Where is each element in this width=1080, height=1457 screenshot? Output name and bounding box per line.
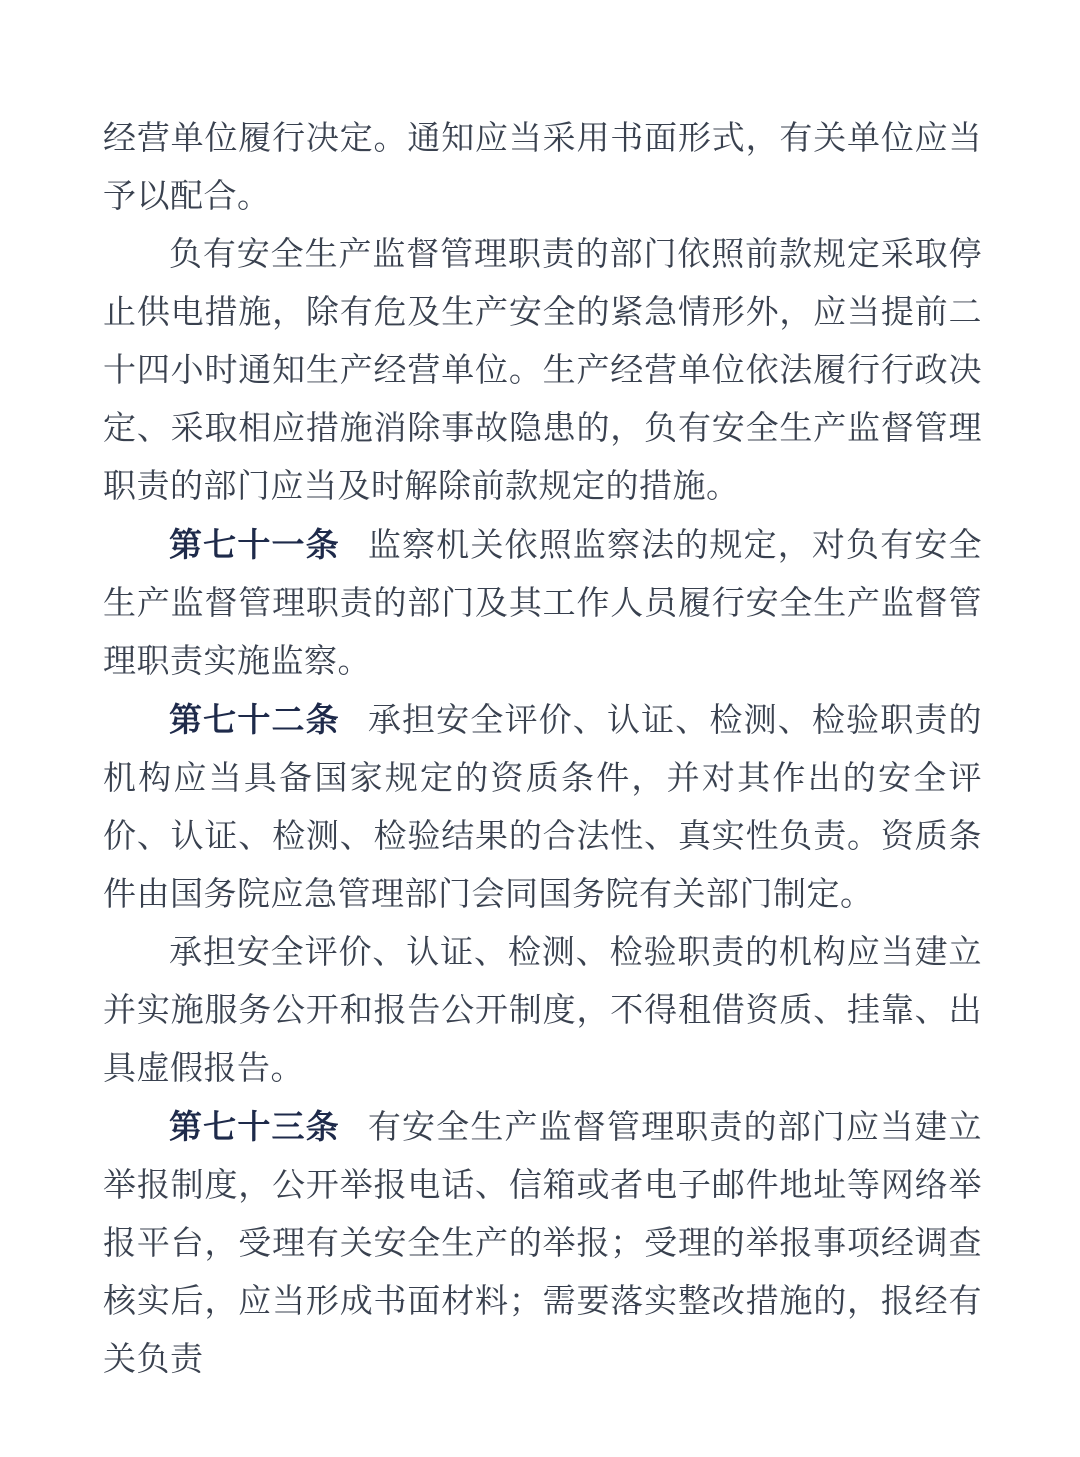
paragraph-article-73: [103, 1098, 982, 1389]
paragraph: [103, 226, 982, 516]
paragraph-text: 承担安全评价、认证、检测、检验职责的机构应当具备国家规定的资质条件，并对其作出的安全评价、认证、检测、检验结果的合法性、真实性负责。资质条件由国务院应急管理部门会同国务院有关部门制定。: [103, 703, 983, 913]
article-number: 第七十三条: [169, 1108, 340, 1145]
paragraph-article-71: [103, 516, 982, 691]
paragraph-text: 监察机关依照监察法的规定，对负有安全生产监督管理职责的部门及其工作人员履行安全生产监督管理职责实施监察。: [103, 528, 983, 680]
paragraph-text: 经营单位履行决定。通知应当采用书面形式，有关单位应当予以配合。: [103, 121, 982, 215]
paragraph-continuation: [103, 110, 982, 226]
paragraph-article-72: [103, 691, 982, 924]
article-number: 第七十二条: [169, 701, 340, 738]
paragraph-text: 承担安全评价、认证、检测、检验职责的机构应当建立并实施服务公开和报告公开制度，不得租借资质、挂靠、出具虚假报告。: [103, 935, 982, 1087]
article-number: 第七十一条: [169, 526, 340, 563]
paragraph-text: 有安全生产监督管理职责的部门应当建立举报制度，公开举报电话、信箱或者电子邮件地址等网络举报平台，受理有关安全生产的举报；受理的举报事项经调查核实后，应当形成书面材料；需要落实整改措施的，报经有关负责: [103, 1110, 983, 1378]
paragraph: [103, 924, 982, 1098]
paragraph-text: 负有安全生产监督管理职责的部门依照前款规定采取停止供电措施，除有危及生产安全的紧急情形外，应当提前二十四小时通知生产经营单位。生产经营单位依法履行行政决定、采取相应措施消除事故隐患的，负有安全生产监督管理职责的部门应当及时解除前款规定的措施。: [103, 237, 982, 505]
